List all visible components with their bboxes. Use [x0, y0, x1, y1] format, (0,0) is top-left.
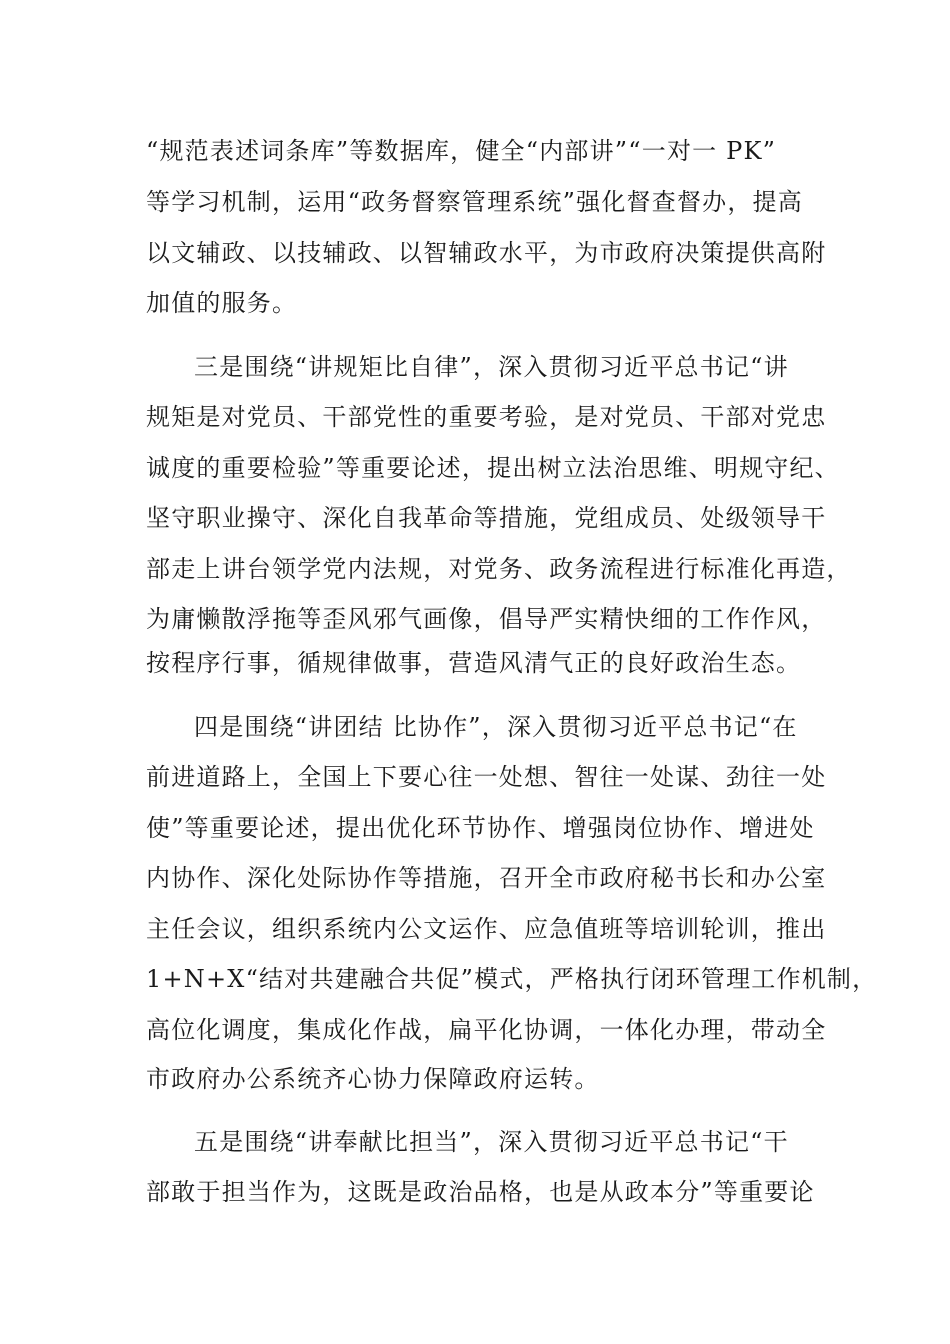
paragraph-2-line-3: 诚度的重要检验”等重要论述，提出树立法治思维、明规守纪、: [146, 454, 840, 482]
paragraph-2-line-1: 三是围绕“讲规矩比自律”，深入贯彻习近平总书记“讲: [194, 353, 789, 381]
paragraph-4-line-1: 五是围绕“讲奉献比担当”，深入贯彻习近平总书记“干: [194, 1128, 789, 1156]
paragraph-3-line-1: 四是围绕“讲团结 比协作”，深入贯彻习近平总书记“在: [194, 713, 798, 741]
paragraph-1-line-1: “规范表述词条库”等数据库，健全“内部讲”“一对一 PK”: [146, 137, 777, 165]
paragraph-2-line-6: 为庸懒散浮拖等歪风邪气画像，倡导严实精快细的工作作风，: [146, 605, 827, 633]
paragraph-2-line-7: 按程序行事，循规律做事，营造风清气正的良好政治生态。: [146, 649, 802, 677]
paragraph-3-line-3: 使”等重要论述，提出优化环节协作、增强岗位协作、增进处: [146, 814, 815, 842]
paragraph-4-line-2: 部敢于担当作为，这既是政治品格，也是从政本分”等重要论: [146, 1178, 815, 1206]
paragraph-3-line-4: 内协作、深化处际协作等措施，召开全市政府秘书长和办公室: [146, 864, 827, 892]
paragraph-3-line-2: 前进道路上，全国上下要心往一处想、智往一处谋、劲往一处: [146, 763, 827, 791]
paragraph-1-line-2: 等学习机制，运用“政务督察管理系统”强化督查督办，提高: [146, 188, 803, 216]
paragraph-2-line-2: 规矩是对党员、干部党性的重要考验，是对党员、干部对党忠: [146, 403, 827, 431]
paragraph-3-line-8: 市政府办公系统齐心协力保障政府运转。: [146, 1065, 600, 1093]
paragraph-3-line-5: 主任会议，组织系统内公文运作、应急值班等培训轮训，推出: [146, 915, 827, 943]
paragraph-2-line-4: 坚守职业操守、深化自我革命等措施，党组成员、处级领导干: [146, 504, 827, 532]
paragraph-2-line-5: 部走上讲台领学党内法规，对党务、政务流程进行标准化再造，: [146, 555, 852, 583]
paragraph-3-line-6: 1+N+X“结对共建融合共促”模式，严格执行闭环管理工作机制，: [146, 965, 878, 993]
paragraph-3-line-7: 高位化调度，集成化作战，扁平化协调，一体化办理，带动全: [146, 1016, 827, 1044]
paragraph-1-line-3: 以文辅政、以技辅政、以智辅政水平，为市政府决策提供高附: [146, 239, 827, 267]
paragraph-1-line-4: 加值的服务。: [146, 289, 298, 317]
